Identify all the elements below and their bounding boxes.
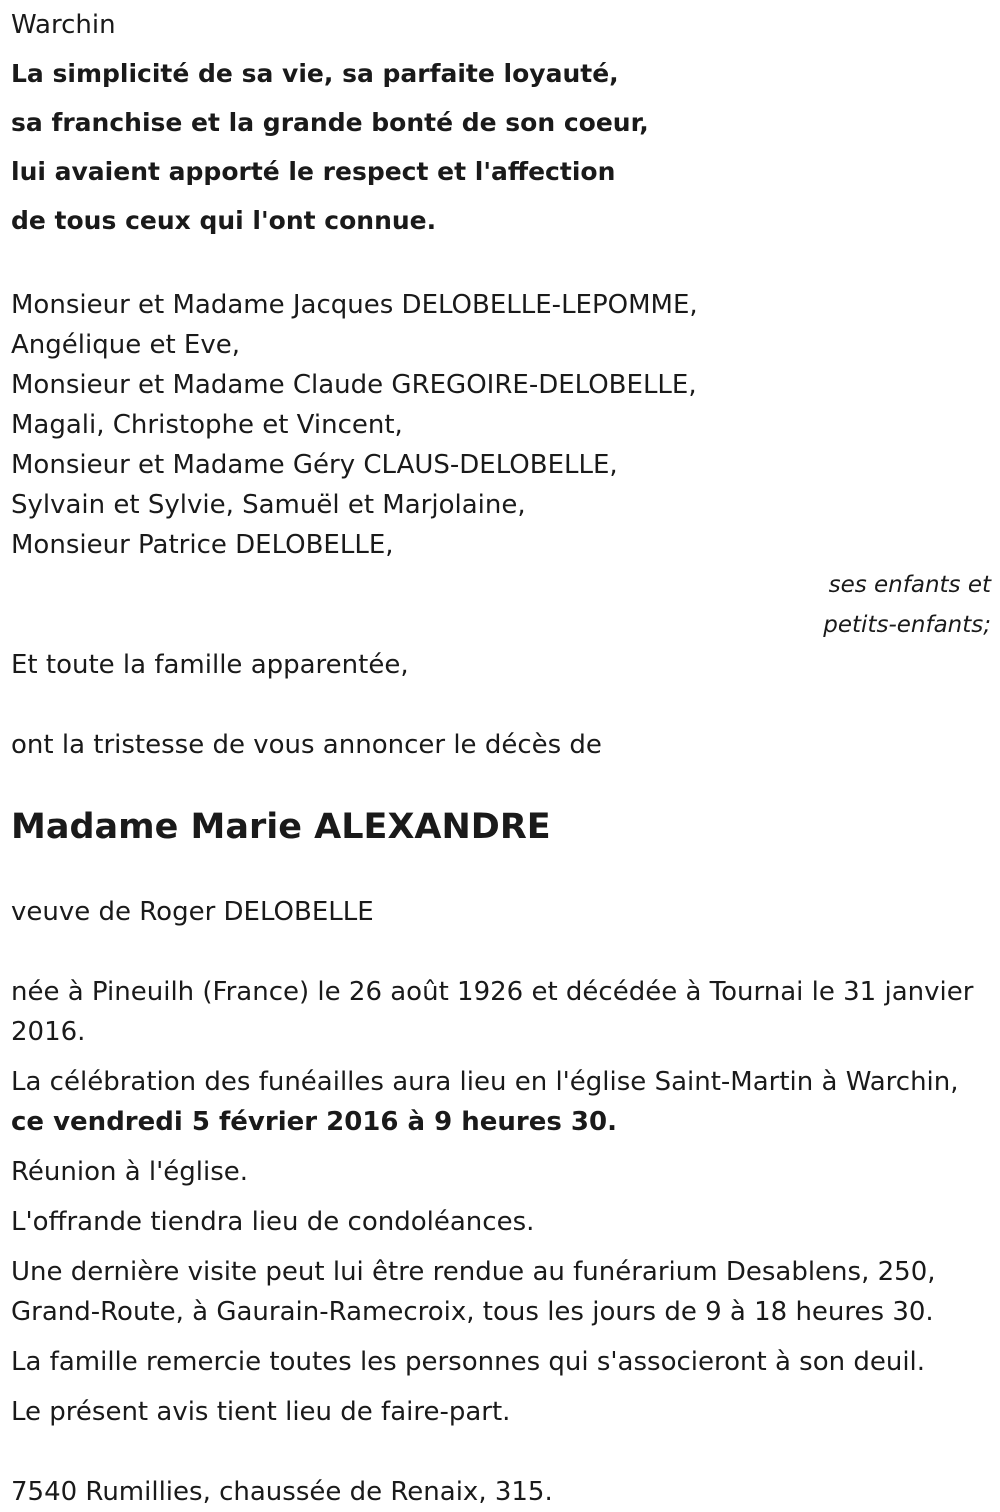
extended-family: Et toute la famille apparentée, [11, 650, 409, 680]
ceremony-block [11, 1062, 991, 1142]
place-name: Warchin [11, 10, 116, 40]
verse-line: sa franchise et la grande bonté de son coeur, [11, 108, 649, 137]
offering-note: L'offrande tiendra lieu de condoléances. [11, 1207, 535, 1237]
visit-note: Une dernière visite peut lui être rendue au funérarium Desablens, 250, Grand-Route, à Gaurain-Ramecroix, tous les jours de 9 à 18 heures 30. [11, 1257, 936, 1327]
family-member: Monsieur et Madame Géry CLAUS-DELOBELLE, [11, 450, 618, 480]
notice-note: Le présent avis tient lieu de faire-part. [11, 1397, 511, 1427]
thanks-note: La famille remercie toutes les personnes qui s'associeront à son deuil. [11, 1347, 926, 1377]
obituary-notice [11, 0, 991, 1512]
ceremony-text: La célébration des funéailles aura lieu en l'église Saint-Martin à Warchin, [11, 1067, 959, 1097]
verse-line: lui avaient apporté le respect et l'affection [11, 157, 616, 186]
family-member: Monsieur et Madame Jacques DELOBELLE-LEPOMME, [11, 290, 698, 320]
birth-death: née à Pineuilh (France) le 26 août 1926 et décédée à Tournai le 31 janvier 2016. [11, 977, 974, 1047]
relation-line: ses enfants et [828, 572, 991, 598]
relation-note [11, 565, 991, 645]
memorial-verse [11, 49, 991, 245]
family-member: Monsieur Patrice DELOBELLE, [11, 530, 394, 560]
family-member: Magali, Christophe et Vincent, [11, 410, 403, 440]
relation-line: petits-enfants; [823, 612, 991, 638]
verse-line: de tous ceux qui l'ont connue. [11, 206, 437, 235]
family-list [11, 285, 991, 565]
announcement: ont la tristesse de vous annoncer le décès de [11, 730, 602, 760]
deceased-name: Madame Marie ALEXANDRE [11, 807, 551, 847]
family-member: Sylvain et Sylvie, Samuël et Marjolaine, [11, 490, 526, 520]
family-member: Angélique et Eve, [11, 330, 240, 360]
address: 7540 Rumillies, chaussée de Renaix, 315. [11, 1477, 553, 1507]
widow-of: veuve de Roger DELOBELLE [11, 897, 374, 927]
meeting-note: Réunion à l'église. [11, 1157, 249, 1187]
verse-line: La simplicité de sa vie, sa parfaite loyauté, [11, 59, 619, 88]
ceremony-date: ce vendredi 5 février 2016 à 9 heures 30. [11, 1107, 617, 1137]
family-member: Monsieur et Madame Claude GREGOIRE-DELOBELLE, [11, 370, 697, 400]
